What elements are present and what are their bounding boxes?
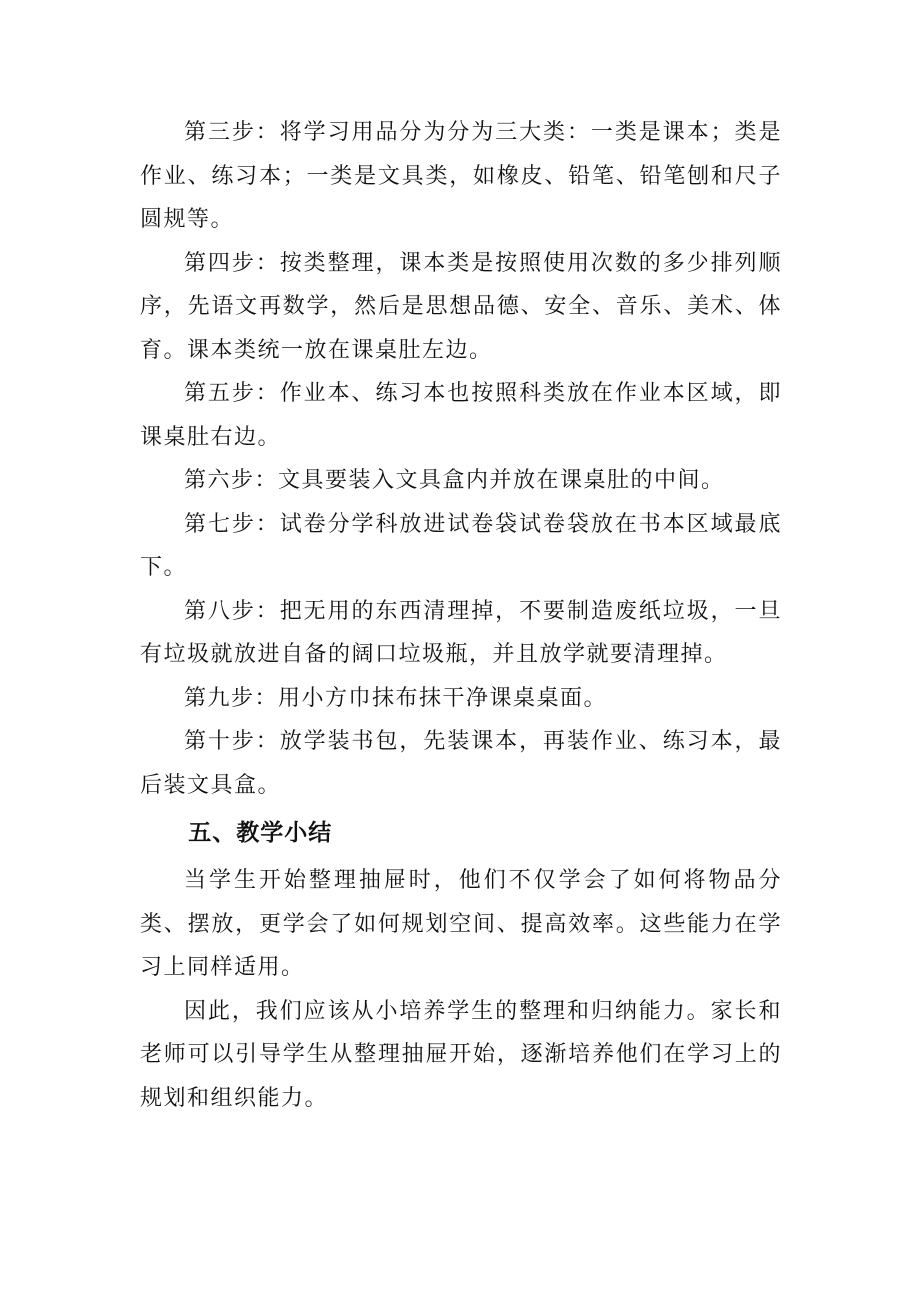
paragraph-step-3: 第三步：将学习用品分为分为三大类：一类是课本；类是作业、练习本；一类是文具类，如橡皮、铅笔、铅笔刨和尺子圆规等。	[140, 120, 782, 232]
paragraph-step-5: 第五步：作业本、练习本也按照科类放在作业本区域，即课桌肚右边。	[140, 381, 782, 450]
paragraph-step-6: 第六步：文具要装入文具盒内并放在课桌肚的中间。	[184, 468, 725, 493]
paragraph-step-8: 第八步：把无用的东西清理掉，不要制造废纸垃圾，一旦有垃圾就放进自备的阔口垃圾瓶，并且放学就要清理掉。	[140, 598, 782, 667]
section-heading: 五、教学小结	[188, 820, 333, 846]
paragraph-step-4: 第四步：按类整理，课本类是按照使用次数的多少排列顺序，先语文再数学，然后是思想品德、安全、音乐、美术、体育。课本类统一放在课桌肚左边。	[140, 250, 782, 363]
document-body	[140, 111, 782, 1120]
paragraph-step-10: 第十步：放学装书包，先装课本，再装作业、练习本，最后装文具盒。	[140, 729, 782, 798]
paragraph-summary-1: 当学生开始整理抽屉时，他们不仅学会了如何将物品分类、摆放，更学会了如何规划空间、提高效率。这些能力在学习上同样适用。	[140, 868, 782, 980]
paragraph-step-7: 第七步：试卷分学科放进试卷袋试卷袋放在书本区域最底下。	[140, 511, 782, 580]
paragraph-summary-2: 因此，我们应该从小培养学生的整理和归纳能力。家长和老师可以引导学生从整理抽屉开始，逐渐培养他们在学习上的规划和组织能力。	[140, 998, 782, 1111]
paragraph-step-9: 第九步：用小方巾抹布抹干净课桌桌面。	[184, 685, 608, 711]
